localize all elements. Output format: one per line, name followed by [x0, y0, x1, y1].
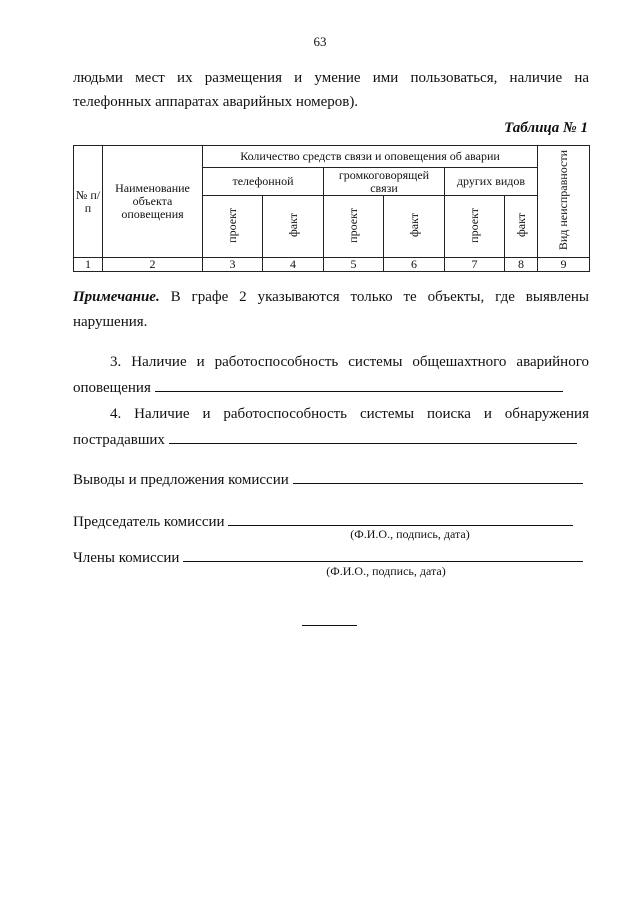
- item3-line-1: 3. Наличие и работоспособность системы общешахтного аварийного: [110, 354, 589, 370]
- item4-line-1: 4. Наличие и работоспособность системы поиска и обнаружения: [110, 406, 589, 422]
- separator-line: [302, 625, 357, 626]
- column-numbers-row: [74, 258, 590, 272]
- item4-line-2: [73, 428, 589, 452]
- intro-line-2: телефонных аппаратах аварийных номеров).: [73, 94, 359, 110]
- header-other-fakt: [505, 196, 538, 258]
- col-number: 4: [263, 258, 324, 272]
- col-number: 9: [538, 258, 590, 272]
- fakt-label: факт: [513, 212, 528, 238]
- header-no: № п/п: [74, 146, 103, 258]
- conclusions-fill-line[interactable]: [293, 469, 583, 484]
- fakt-label: факт: [406, 212, 421, 238]
- header-fault-type: [538, 146, 590, 258]
- members-fill-line[interactable]: [183, 547, 583, 562]
- item3-label: оповещения: [73, 380, 151, 396]
- header-comm-count: Количество средств связи и оповещения об аварии: [203, 146, 538, 168]
- col-number: 8: [505, 258, 538, 272]
- header-other-proekt: [445, 196, 505, 258]
- note-label: Примечание.: [73, 289, 160, 305]
- fakt-label: факт: [285, 212, 300, 238]
- note-line-1: [73, 285, 589, 309]
- note-text: В графе 2 указываются только те объекты, где выявлены: [159, 289, 589, 305]
- item3-fill-line[interactable]: [155, 377, 563, 392]
- header-loudspeaker-fakt: [384, 196, 445, 258]
- chairman-caption: (Ф.И.О., подпись, дата): [350, 527, 470, 541]
- conclusions-label: Выводы и предложения комиссии: [73, 472, 289, 488]
- header-telephone-fakt: [263, 196, 324, 258]
- conclusions-line: [73, 468, 589, 492]
- chairman-fill-line[interactable]: [228, 511, 573, 526]
- header-telephone-proekt: [203, 196, 263, 258]
- col-number: 6: [384, 258, 445, 272]
- proekt-label: проект: [467, 207, 481, 243]
- intro-line-1: людьми мест их размещения и умение ими пользоваться, наличие на: [73, 70, 589, 86]
- header-other: других видов: [445, 168, 538, 196]
- col-number: 2: [103, 258, 203, 272]
- table-caption: Таблица № 1: [504, 120, 588, 136]
- header-loudspeaker-proekt: [324, 196, 384, 258]
- proekt-label: проект: [225, 207, 239, 243]
- item3-line-2: [73, 376, 589, 400]
- item4-label: пострадавших: [73, 432, 165, 448]
- header-fault-type-text: Вид неисправности: [556, 149, 571, 251]
- header-loudspeaker: громкоговорящей связи: [324, 168, 445, 196]
- item4-fill-line[interactable]: [169, 429, 577, 444]
- chairman-label: Председатель комиссии: [73, 514, 225, 530]
- col-number: 5: [324, 258, 384, 272]
- col-number: 7: [445, 258, 505, 272]
- col-number: 1: [74, 258, 103, 272]
- header-telephone: телефонной: [203, 168, 324, 196]
- header-object-name: Наименование объекта оповещения: [103, 146, 203, 258]
- page-number: 63: [313, 34, 327, 49]
- note-line-2: нарушения.: [73, 314, 148, 330]
- notification-table: [73, 145, 590, 272]
- members-caption: (Ф.И.О., подпись, дата): [326, 564, 446, 578]
- members-label: Члены комиссии: [73, 550, 180, 566]
- proekt-label: проект: [346, 207, 360, 243]
- col-number: 3: [203, 258, 263, 272]
